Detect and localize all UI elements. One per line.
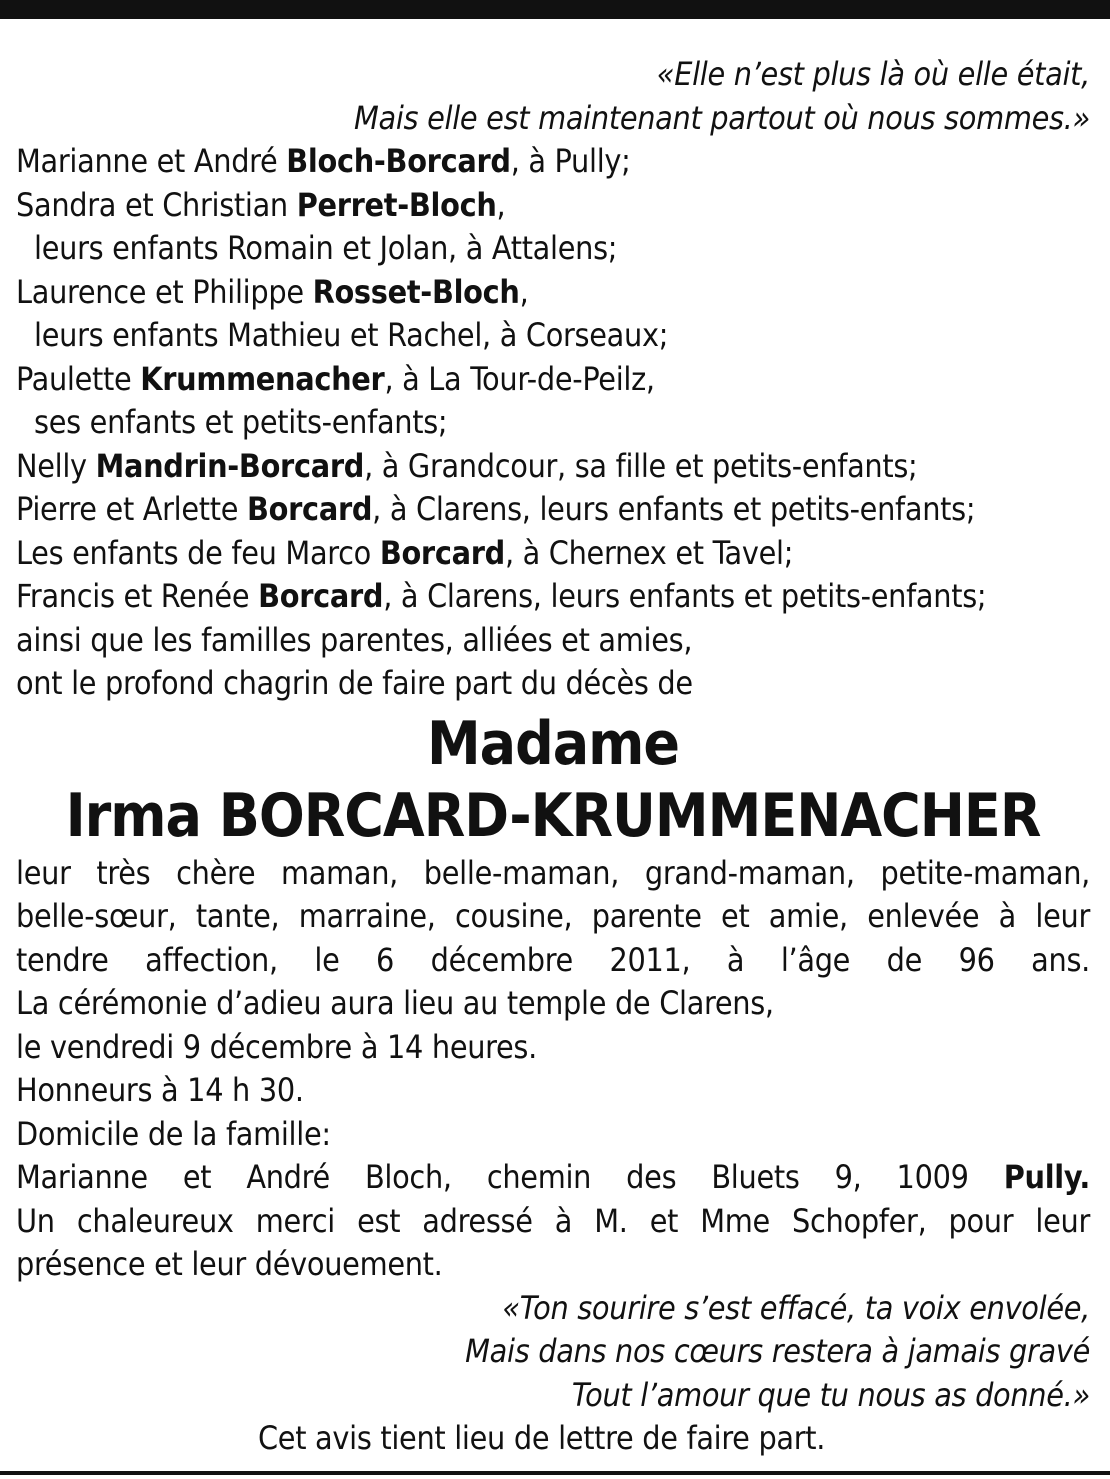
deceased-title: Madame: [426, 708, 680, 779]
family-line: Nelly Mandrin-Borcard, à Grandcour, sa fille et petits-enfants;: [16, 446, 918, 485]
family-line: Sandra et Christian Perret-Bloch,: [16, 185, 506, 224]
family-line: Marianne et André Bloch-Borcard, à Pully;: [16, 142, 631, 180]
thanks-line: présence et leur dévouement.: [16, 1245, 443, 1283]
family-list: [16, 140, 1090, 706]
family-line-continuation: leurs enfants Mathieu et Rachel, à Corseaux;: [34, 316, 669, 354]
family-line: Pierre et Arlette Borcard, à Clarens, leurs enfants et petits-enfants;: [16, 490, 976, 528]
ceremony-line: Domicile de la famille:: [16, 1114, 331, 1153]
address-city: Pully.: [1003, 1158, 1090, 1196]
family-line: Paulette Krummenacher, à La Tour-de-Peilz,: [16, 359, 655, 398]
family-address: Marianne et André Bloch, chemin des Bluets 9, 1009 Pully.: [16, 1158, 1090, 1196]
ceremony-line: La cérémonie d’adieu aura lieu au temple de Clarens,: [16, 984, 774, 1022]
family-closing-line: ainsi que les familles parentes, alliées et amies,: [16, 620, 693, 659]
announcement-body: [16, 852, 1090, 1287]
family-line: Francis et Renée Borcard, à Clarens, leurs enfants et petits-enfants;: [16, 577, 987, 615]
body-line: leur très chère maman, belle-maman, grand-maman, petite-maman,: [16, 853, 1090, 892]
epigraph-top-line: «Elle n’est plus là où elle était,: [656, 55, 1090, 93]
body-line: tendre affection, le 6 décembre 2011, à l’âge de 96 ans.: [16, 940, 1090, 979]
family-surname: Borcard: [247, 490, 373, 528]
family-surname: Borcard: [379, 533, 505, 572]
epigraph-bottom: [16, 1287, 1090, 1418]
epigraph-bottom-line: Mais dans nos cœurs restera à jamais gravé: [465, 1332, 1090, 1370]
obituary-notice: [16, 53, 1090, 1461]
family-surname: Rosset-Bloch: [312, 272, 520, 311]
epigraph-bottom-line: «Ton sourire s’est effacé, ta voix envolée,: [502, 1288, 1090, 1327]
deceased-name-block: [16, 708, 1090, 852]
family-surname: Borcard: [258, 577, 384, 615]
epigraph-top-line: Mais elle est maintenant partout où nous sommes.»: [353, 98, 1090, 137]
family-line-continuation: ses enfants et petits-enfants;: [34, 403, 448, 441]
family-line: Les enfants de feu Marco Borcard, à Chernex et Tavel;: [16, 533, 794, 572]
family-surname: Krummenacher: [140, 359, 385, 398]
ceremony-line: Honneurs à 14 h 30.: [16, 1071, 304, 1109]
family-surname: Perret-Bloch: [296, 185, 497, 224]
family-surname: Bloch-Borcard: [286, 142, 511, 180]
body-line: belle-sœur, tante, marraine, cousine, parente et amie, enlevée à leur: [16, 897, 1090, 935]
top-border-rule: [0, 0, 1110, 19]
family-line: Laurence et Philippe Rosset-Bloch,: [16, 272, 529, 311]
epigraph-top: [16, 53, 1090, 140]
family-line-continuation: leurs enfants Romain et Jolan, à Attalens;: [34, 229, 618, 267]
epigraph-bottom-line: Tout l’amour que tu nous as donné.»: [571, 1375, 1090, 1414]
thanks-line: Un chaleureux merci est adressé à M. et Mme Schopfer, pour leur: [16, 1201, 1090, 1240]
bottom-border-rule: [0, 1471, 1110, 1475]
deceased-name: Irma BORCARD-KRUMMENACHER: [65, 780, 1041, 851]
family-surname: Mandrin-Borcard: [95, 446, 365, 485]
family-closing-line: ont le profond chagrin de faire part du décès de: [16, 664, 693, 702]
ceremony-line: le vendredi 9 décembre à 14 heures.: [16, 1027, 537, 1066]
notice-footer: Cet avis tient lieu de lettre de faire part.: [258, 1419, 826, 1457]
